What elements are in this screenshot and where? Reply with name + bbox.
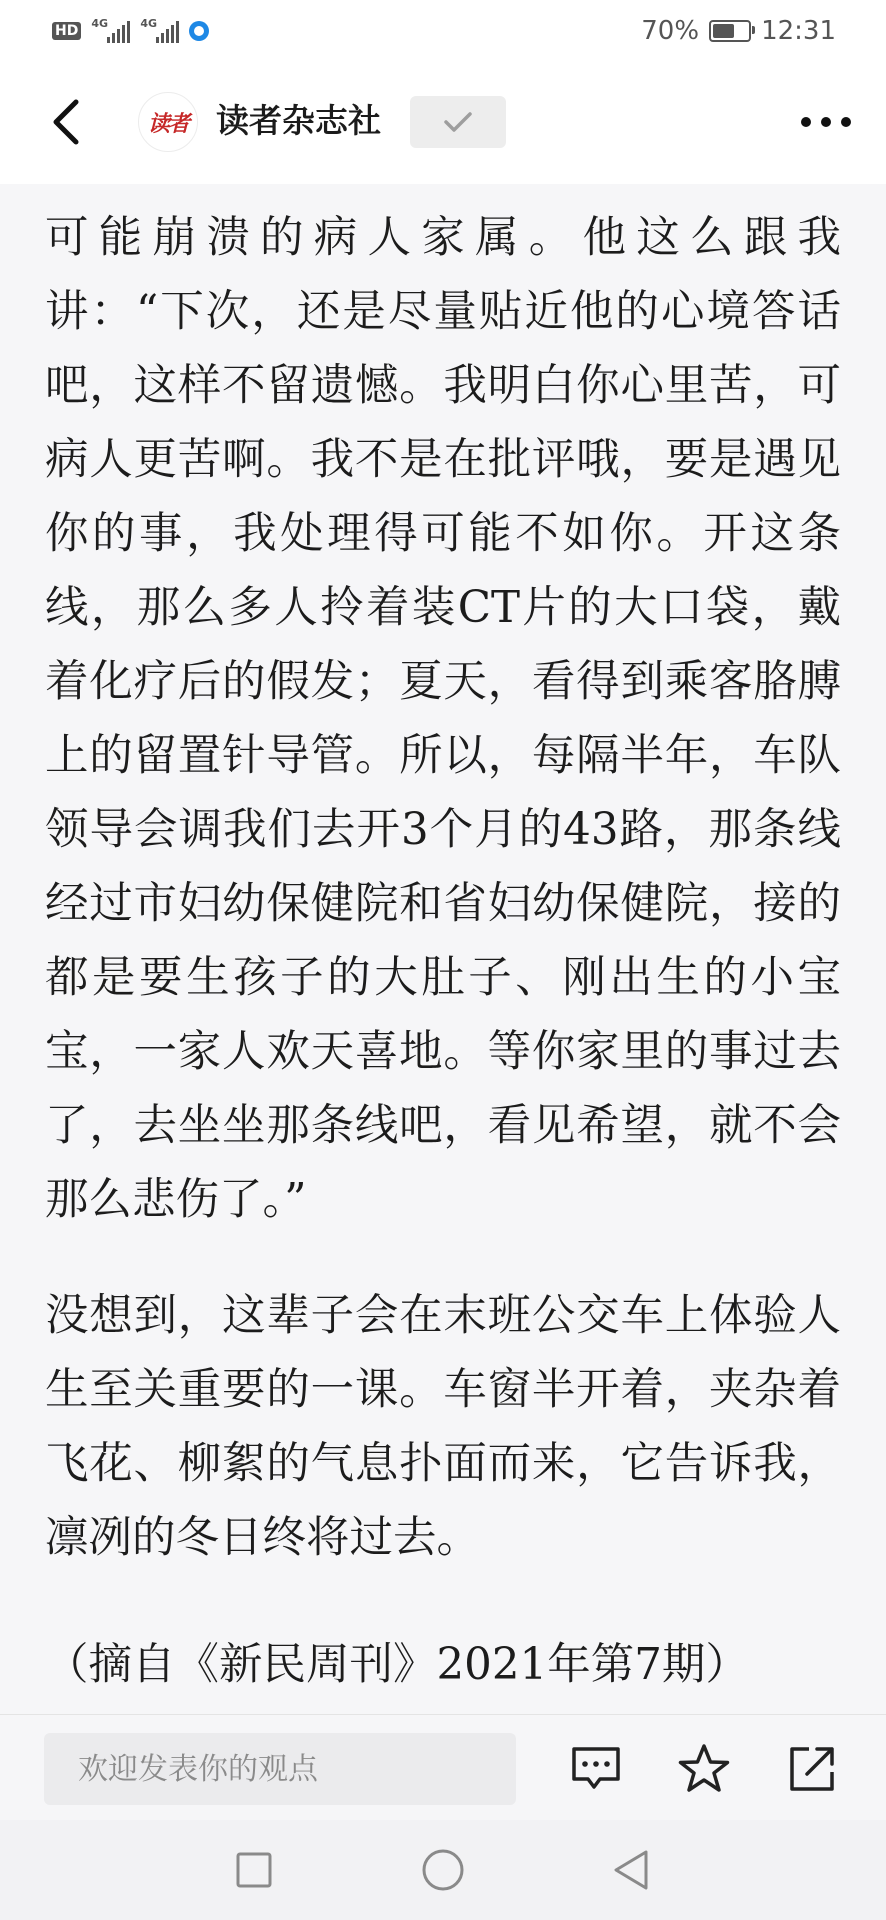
article-body[interactable] <box>0 184 886 1714</box>
favorite-button[interactable] <box>672 1737 736 1801</box>
signal-icon <box>140 19 179 43</box>
more-horizontal-icon <box>800 116 852 128</box>
signal-label: 4G <box>140 17 158 30</box>
publisher-name[interactable]: 读者杂志社 <box>216 101 381 140</box>
publisher-avatar[interactable] <box>138 92 198 152</box>
app-header <box>0 62 886 184</box>
logo-text: 读者 <box>147 110 188 137</box>
status-left <box>52 14 209 48</box>
comment-button[interactable] <box>564 1737 628 1801</box>
share-button[interactable] <box>780 1737 844 1801</box>
home-button[interactable] <box>415 1842 471 1898</box>
status-bar <box>0 0 886 62</box>
more-button[interactable] <box>794 96 858 148</box>
square-recent-icon <box>235 1851 273 1889</box>
hd-badge: HD <box>52 22 81 40</box>
triangle-back-icon <box>611 1848 651 1892</box>
comment-input[interactable] <box>44 1733 516 1805</box>
chevron-left-icon <box>51 99 81 145</box>
check-icon <box>443 111 473 133</box>
battery-percent: 70% <box>641 16 700 46</box>
battery-fill <box>713 24 734 38</box>
battery-icon <box>709 20 751 42</box>
system-back-button[interactable] <box>603 1842 659 1898</box>
back-button[interactable] <box>40 96 92 148</box>
comment-icon <box>570 1745 622 1793</box>
clock: 12:31 <box>761 16 836 46</box>
signal-icon <box>91 19 130 43</box>
follow-button[interactable] <box>410 96 506 148</box>
star-icon <box>677 1743 731 1795</box>
article-paragraph: 没想到，这辈子会在末班公交车上体验人生至关重要的一课。车窗半开着，夹杂着飞花、柳絮的气息扑面而来，它告诉我，凛冽的冬日终将过去。 <box>45 1291 841 1563</box>
system-nav-bar <box>0 1820 886 1920</box>
recent-apps-button[interactable] <box>226 1842 282 1898</box>
status-right <box>641 12 836 50</box>
bottom-action-bar <box>0 1714 886 1821</box>
share-icon <box>787 1744 837 1794</box>
signal-label: 4G <box>91 17 109 30</box>
article-source: （摘自《新民周刊》2021年第7期） <box>45 1640 749 1690</box>
circle-home-icon <box>421 1848 465 1892</box>
article-paragraph: 可能崩溃的病人家属。他这么跟我讲：“下次，还是尽量贴近他的心境答话吧，这样不留遗憾。我明白你心里苦，可病人更苦啊。我不是在批评哦，要是遇见你的事，我处理得可能不如你。开这条线，那么多人拎着装CT片的大口袋，戴着化疗后的假发；夏天，看得到乘客胳膊上的留置针导管。所以，每隔半年，车队领导会调我们去开3个月的43路，那条线经过市妇幼保健院和省妇幼保健院，接的都是要生孩子的大肚子、刚出生的小宝宝，一家人欢天喜地。等你家里的事过去了，去坐坐那条线吧，看见希望，就不会那么悲伤了。” <box>45 213 841 1225</box>
network-app-icon <box>189 21 209 41</box>
